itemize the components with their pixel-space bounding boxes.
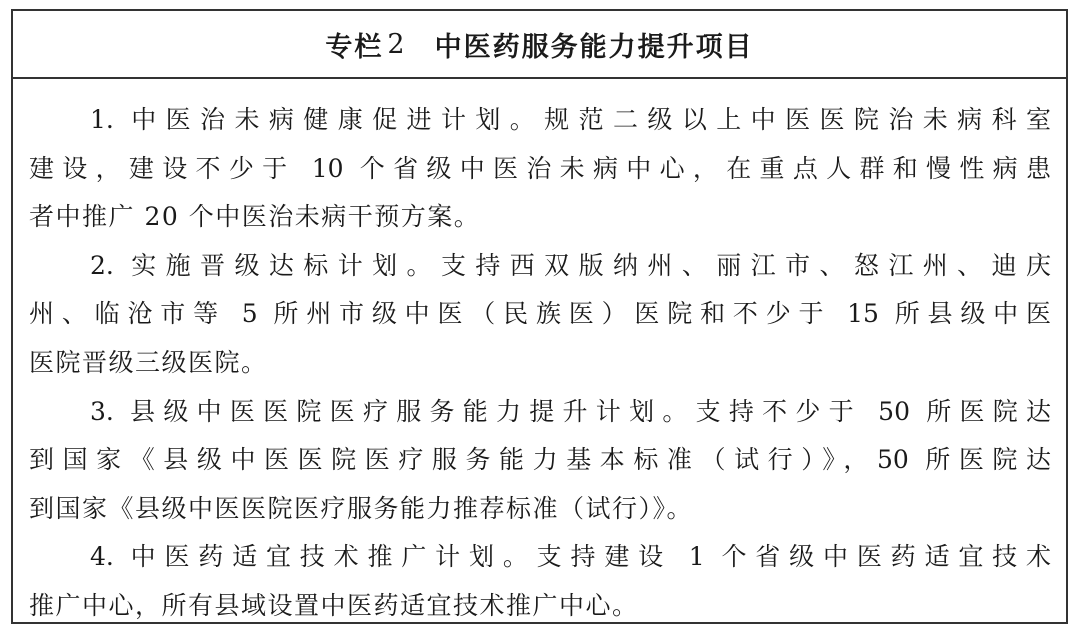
item-3-line-1: 3. 县级中医医院医疗服务能力提升计划。支持不少于 50 所医院达 (90, 396, 1051, 426)
item-2-line-2: 州、临沧市等 5 所州市级中医（民族医）医院和不少于 15 所县级中医 (29, 299, 1051, 329)
feature-box (11, 9, 1068, 624)
item-2-line-3: 医院晋级三级医院。 (29, 347, 268, 377)
item-3-line-3: 到国家《县级中医医院医疗服务能力推荐标准（试行）》。 (29, 493, 694, 523)
item-3-line-2: 到国家《县级中医医院医疗服务能力基本标准（试行）》，50 所医院达 (29, 445, 1051, 475)
title-prefix: 专栏 (325, 31, 384, 63)
title-text: 中医药服务能力提升项目 (434, 31, 754, 63)
item-4-line-2: 推广中心，所有县域设置中医药适宜技术推广中心。 (29, 590, 639, 620)
item-1-line-2: 建设，建设不少于 10 个省级中医治未病中心，在重点人群和慢性病患 (29, 153, 1051, 183)
item-1-line-3: 者中推广 20 个中医治未病干预方案。 (29, 202, 481, 232)
item-1-line-1: 1. 中医治未病健康促进计划。规范二级以上中医医院治未病科室 (90, 105, 1051, 134)
title-number: 2 (387, 28, 407, 60)
item-4-line-1: 4. 中医药适宜技术推广计划。支持建设 1 个省级中医药适宜技术 (90, 542, 1051, 572)
item-2-line-1: 2. 实施晋级达标计划。支持西双版纳州、丽江市、怒江州、迪庆 (90, 250, 1051, 280)
box-body (29, 96, 1051, 631)
box-header (13, 11, 1066, 79)
